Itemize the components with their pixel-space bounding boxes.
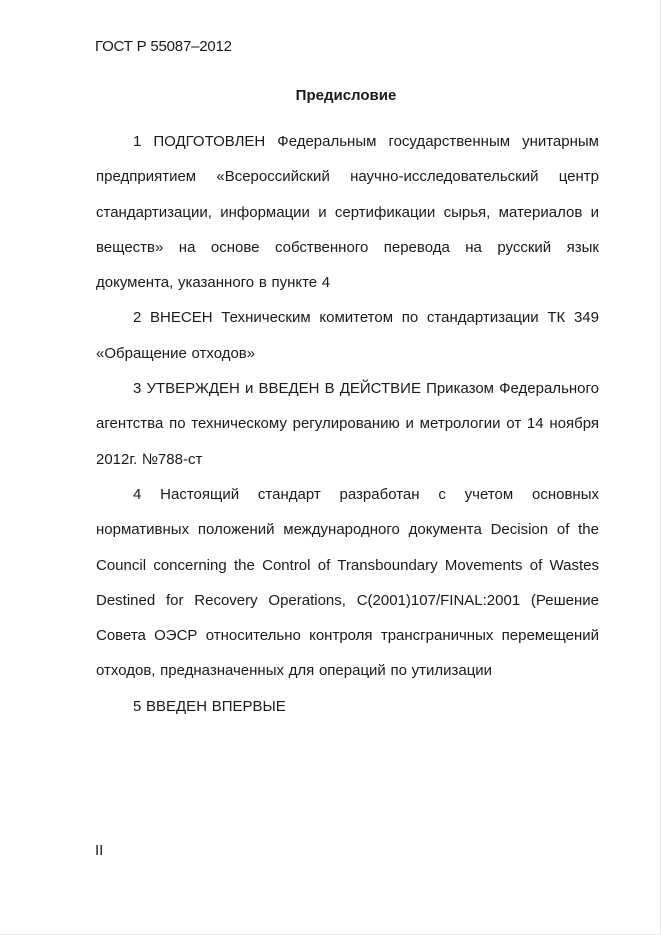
document-code-header: ГОСТ Р 55087–2012 xyxy=(95,38,232,55)
foreword-paragraph-2: 2 ВНЕСЕН Техническим комитетом по стандартизации ТК 349 «Обращение отходов» xyxy=(96,309,599,362)
foreword-paragraph-4: 4 Настоящий стандарт разработан с учетом основных нормативных положений международного документа Decision of the Council concerning the Control of Transboundary Movements of Wastes Destined for Recovery Operations, C(2001)107/FINAL:2001 (Решение Совета ОЭСР относительно контроля трансграничных перемещений отходов, предназначенных для операций по утилизации xyxy=(96,485,599,680)
section-title: Предисловие xyxy=(295,87,397,104)
foreword-paragraph-1: 1 ПОДГОТОВЛЕН Федеральным государственным унитарным предприятием «Всероссийский научно-исследовательский центр стандартизации, информации и сертификации сырья, материалов и веществ» на основе собственного перевода на русский язык документа, указанного в пункте 4 xyxy=(96,133,599,292)
page-number: II xyxy=(95,842,104,859)
foreword-body xyxy=(96,124,599,724)
foreword-paragraph-3: 3 УТВЕРЖДЕН и ВВЕДЕН В ДЕЙСТВИЕ Приказом Федерального агентства по техническому регулированию и метрологии от 14 ноября 2012г. №788-ст xyxy=(96,380,599,468)
foreword-paragraph-5: 5 ВВЕДЕН ВПЕРВЫЕ xyxy=(133,697,286,715)
